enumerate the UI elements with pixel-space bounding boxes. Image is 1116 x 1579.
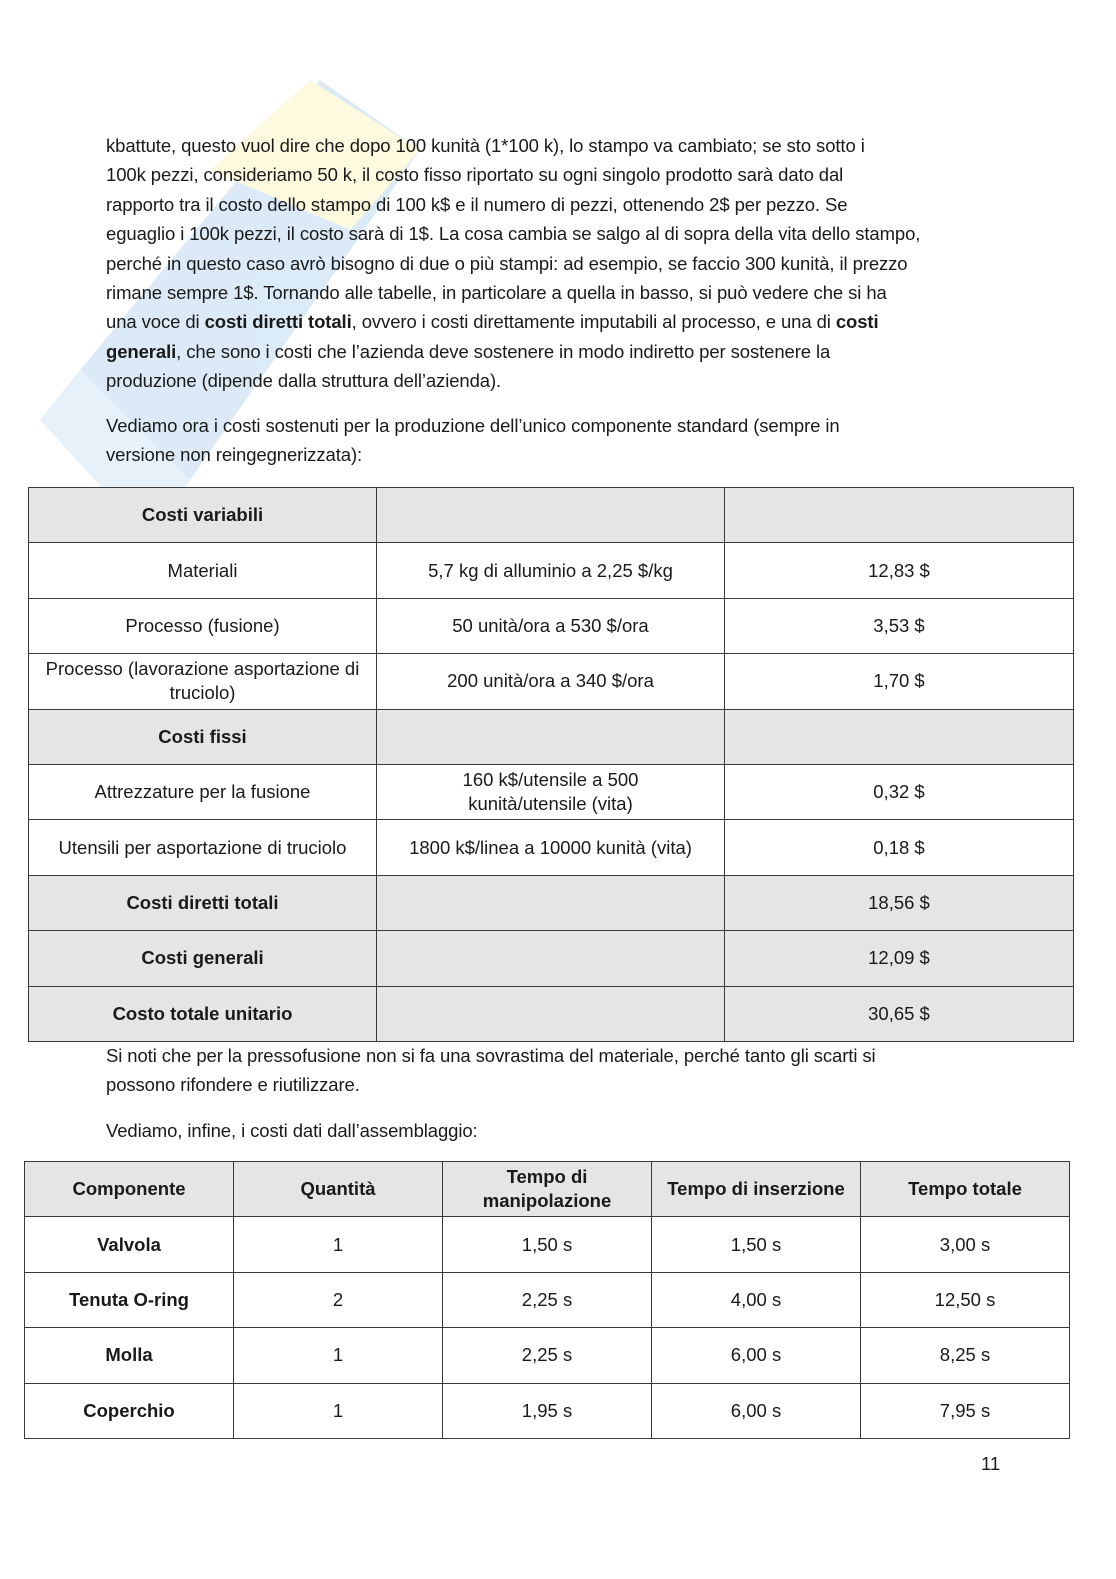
cost-label: Costi generali [29, 931, 377, 986]
bold-term-costi-diretti-totali: costi diretti totali [204, 311, 352, 333]
cost-detail [377, 709, 725, 764]
note-paragraph [106, 1041, 1006, 1100]
cost-intro-paragraph [106, 411, 1006, 470]
table-row [29, 986, 1074, 1041]
component-name: Tenuta O-ring [25, 1272, 234, 1327]
table-row [29, 820, 1074, 875]
cost-label: Costo totale unitario [29, 986, 377, 1041]
text-span: , ovvero i costi direttamente imputabili al processo, e una di [351, 311, 836, 333]
table-row [29, 931, 1074, 986]
total-time: 12,50 s [861, 1272, 1070, 1327]
assembly-table [24, 1161, 1070, 1439]
total-time: 3,00 s [861, 1217, 1070, 1272]
component-name: Coperchio [25, 1383, 234, 1438]
column-header: Quantità [234, 1162, 443, 1217]
text-line: eguaglio i 100k pezzi, il costo sarà di 1$. La cosa cambia se salgo al di sopra della vita dello stampo, [106, 223, 921, 245]
table-row [25, 1272, 1070, 1327]
table-row [29, 654, 1074, 709]
text-span: , che sono i costi che l’azienda deve sostenere in modo indiretto per sostenere la [176, 340, 831, 362]
table-row [25, 1217, 1070, 1272]
cost-value [725, 488, 1074, 543]
handling-time: 2,25 s [443, 1328, 652, 1383]
cost-label: Costi variabili [29, 488, 377, 543]
handling-time: 1,95 s [443, 1383, 652, 1438]
insertion-time: 1,50 s [652, 1217, 861, 1272]
cost-detail [377, 931, 725, 986]
table-row [29, 709, 1074, 764]
text-line: possono rifondere e riutilizzare. [106, 1074, 360, 1096]
cost-label: Processo (lavorazione asportazione di truciolo) [29, 654, 377, 709]
table-row [29, 488, 1074, 543]
quantity: 1 [234, 1217, 443, 1272]
table-row [25, 1383, 1070, 1438]
column-header: Componente [25, 1162, 234, 1217]
component-name: Valvola [25, 1217, 234, 1272]
cost-label: Materiali [29, 543, 377, 598]
text-line [106, 337, 1006, 366]
table-row [29, 764, 1074, 819]
insertion-time: 6,00 s [652, 1328, 861, 1383]
page-number: 11 [981, 1453, 1001, 1474]
cost-table [28, 487, 1074, 1042]
cost-detail: 160 k$/utensile a 500 kunità/utensile (vita) [377, 764, 725, 819]
component-name: Molla [25, 1328, 234, 1383]
cost-value: 0,32 $ [725, 764, 1074, 819]
cost-label: Costi diretti totali [29, 875, 377, 930]
assembly-intro: Vediamo, infine, i costi dati dall’assemblaggio: [106, 1120, 478, 1141]
table-row [25, 1328, 1070, 1383]
table-header-row [25, 1162, 1070, 1217]
text-line: 100k pezzi, consideriamo 50 k, il costo fisso riportato su ogni singolo prodotto sarà dato dal [106, 164, 844, 186]
text-span: una voce di [106, 311, 205, 333]
cost-label: Utensili per asportazione di truciolo [29, 820, 377, 875]
quantity: 2 [234, 1272, 443, 1327]
cost-detail [377, 986, 725, 1041]
text-line [106, 307, 1006, 336]
text-line: rimane sempre 1$. Tornando alle tabelle, in particolare a quella in basso, si può vedere che si ha [106, 282, 887, 304]
text-line: Vediamo ora i costi sostenuti per la produzione dell’unico componente standard (sempre in [106, 415, 840, 436]
cost-detail: 50 unità/ora a 530 $/ora [377, 598, 725, 653]
insertion-time: 4,00 s [652, 1272, 861, 1327]
text-line: kbattute, questo vuol dire che dopo 100 kunità (1*100 k), lo stampo va cambiato; se sto sotto i [106, 135, 865, 156]
cost-detail: 200 unità/ora a 340 $/ora [377, 654, 725, 709]
quantity: 1 [234, 1383, 443, 1438]
column-header: Tempo di inserzione [652, 1162, 861, 1217]
column-header: Tempo di manipolazione [443, 1162, 652, 1217]
text-line: rapporto tra il costo dello stampo di 100 k$ e il numero di pezzi, ottenendo 2$ per pezzo. Se [106, 193, 848, 215]
cost-detail: 5,7 kg di alluminio a 2,25 $/kg [377, 543, 725, 598]
text-line: versione non reingegnerizzata): [106, 444, 363, 466]
bold-term-generali: generali [106, 340, 177, 362]
table-row [29, 875, 1074, 930]
cost-label: Processo (fusione) [29, 598, 377, 653]
cost-value: 12,09 $ [725, 931, 1074, 986]
handling-time: 1,50 s [443, 1217, 652, 1272]
cost-value: 3,53 $ [725, 598, 1074, 653]
cost-value: 30,65 $ [725, 986, 1074, 1041]
cost-value: 0,18 $ [725, 820, 1074, 875]
cost-value: 18,56 $ [725, 875, 1074, 930]
bold-term-costi: costi [835, 311, 879, 333]
total-time: 7,95 s [861, 1383, 1070, 1438]
table-row [29, 543, 1074, 598]
text-line: Si noti che per la pressofusione non si fa una sovrastima del materiale, perché tanto gli scarti si [106, 1045, 876, 1066]
cost-value: 1,70 $ [725, 654, 1074, 709]
cost-detail [377, 875, 725, 930]
table-row [29, 598, 1074, 653]
quantity: 1 [234, 1328, 443, 1383]
total-time: 8,25 s [861, 1328, 1070, 1383]
cost-label: Attrezzature per la fusione [29, 764, 377, 819]
text-line: perché in questo caso avrò bisogno di due o più stampi: ad esempio, se faccio 300 kunità, il prezzo [106, 252, 908, 274]
column-header: Tempo totale [861, 1162, 1070, 1217]
intro-paragraph [106, 131, 1006, 396]
handling-time: 2,25 s [443, 1272, 652, 1327]
text-line: produzione (dipende dalla struttura dell’azienda). [106, 370, 502, 392]
cost-value: 12,83 $ [725, 543, 1074, 598]
insertion-time: 6,00 s [652, 1383, 861, 1438]
cost-value [725, 709, 1074, 764]
cost-label: Costi fissi [29, 709, 377, 764]
cost-detail: 1800 k$/linea a 10000 kunità (vita) [377, 820, 725, 875]
cost-detail [377, 488, 725, 543]
